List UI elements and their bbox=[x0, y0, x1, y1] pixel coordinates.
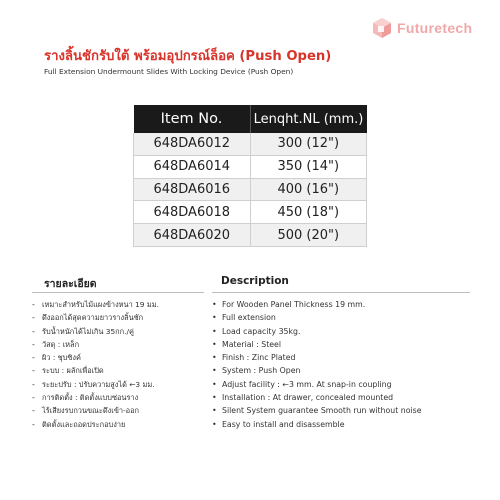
list-item bbox=[212, 325, 492, 338]
bullet: - bbox=[32, 353, 35, 363]
list-item bbox=[32, 418, 210, 431]
description-list bbox=[212, 298, 492, 431]
item-no-cell: 648DA6014 bbox=[134, 155, 251, 178]
list-item-text: Finish : Zinc Plated bbox=[222, 353, 296, 363]
bullet: • bbox=[212, 419, 217, 429]
list-item bbox=[32, 325, 210, 338]
description-heading: Description bbox=[221, 275, 289, 287]
list-item-text: ระยะปรับ : ปรับความสูงได้ ←3 มม. bbox=[42, 379, 155, 389]
list-item bbox=[212, 351, 492, 364]
bullet: • bbox=[212, 313, 217, 323]
divider-left bbox=[32, 292, 204, 293]
list-item bbox=[212, 298, 492, 311]
list-item-text: ดึงออกได้สุดความยาวรางลิ้นชัก bbox=[42, 313, 144, 323]
brand-logo bbox=[371, 17, 472, 39]
list-item bbox=[32, 338, 210, 351]
list-item bbox=[32, 378, 210, 391]
header-length: Lenqht.NL (mm.) bbox=[250, 105, 367, 133]
cube-logo-icon bbox=[371, 17, 393, 39]
list-item bbox=[32, 311, 210, 324]
list-item-text: Full extension bbox=[222, 313, 276, 323]
list-item-text: Material : Steel bbox=[222, 339, 282, 349]
length-cell: 350 (14") bbox=[250, 155, 367, 178]
list-item bbox=[212, 391, 492, 404]
item-no-cell: 648DA6018 bbox=[134, 201, 251, 224]
bullet: - bbox=[32, 313, 35, 323]
list-item-text: เหมาะสำหรับไม้แผงข้างหนา 19 มม. bbox=[42, 300, 159, 309]
spec-table bbox=[133, 105, 367, 247]
page-subtitle-english: Full Extension Undermount Slides With Locking Device (Push Open) bbox=[44, 67, 294, 76]
list-item bbox=[32, 298, 210, 311]
divider-right bbox=[212, 292, 470, 293]
list-item bbox=[32, 404, 210, 417]
bullet: - bbox=[32, 326, 35, 336]
table-row bbox=[134, 201, 367, 224]
bullet: • bbox=[212, 406, 217, 416]
list-item bbox=[212, 404, 492, 417]
list-item-text: Installation : At drawer, concealed mounted bbox=[222, 393, 394, 403]
list-item-text: การติดตั้ง : ติดตั้งแบบซ่อนราง bbox=[42, 393, 139, 403]
bullet: • bbox=[212, 393, 217, 403]
page-title-thai: รางลิ้นชักรับใต้ พร้อมอุปกรณ์ล็อค (Push Open) bbox=[44, 49, 332, 64]
details-list-thai bbox=[32, 298, 210, 431]
bullet: • bbox=[212, 353, 217, 363]
list-item-text: Easy to install and disassemble bbox=[222, 419, 345, 429]
list-item bbox=[32, 351, 210, 364]
bullet: - bbox=[32, 393, 35, 403]
list-item-text: ระบบ : ผลักเพื่อเปิด bbox=[42, 366, 104, 376]
item-no-cell: 648DA6012 bbox=[134, 133, 251, 155]
list-item-text: ติดตั้งและถอดประกอบง่าย bbox=[42, 419, 126, 429]
bullet: • bbox=[212, 366, 217, 376]
item-no-cell: 648DA6020 bbox=[134, 224, 251, 247]
bullet: - bbox=[32, 339, 35, 349]
bullet: - bbox=[32, 419, 35, 429]
bullet: • bbox=[212, 379, 217, 389]
brand-name: Futuretech bbox=[397, 20, 473, 36]
list-item bbox=[212, 364, 492, 377]
length-cell: 450 (18") bbox=[250, 201, 367, 224]
length-cell: 400 (16") bbox=[250, 178, 367, 201]
list-item-text: วัสดุ : เหล็ก bbox=[42, 339, 80, 349]
list-item bbox=[32, 391, 210, 404]
list-item-text: ผิว : ชุบซิงค์ bbox=[42, 353, 81, 363]
list-item-text: System : Push Open bbox=[222, 366, 301, 376]
table-row bbox=[134, 155, 367, 178]
details-heading-thai: รายละเอียด bbox=[44, 278, 97, 290]
table-row bbox=[134, 133, 367, 155]
list-item bbox=[212, 418, 492, 431]
list-item bbox=[212, 338, 492, 351]
bullet: - bbox=[32, 406, 35, 416]
list-item-text: Load capacity 35kg. bbox=[222, 326, 301, 336]
list-item bbox=[212, 378, 492, 391]
length-cell: 300 (12") bbox=[250, 133, 367, 155]
bullet: - bbox=[32, 366, 35, 376]
list-item-text: ไร้เสียงรบกวนขณะดึงเข้า-ออก bbox=[42, 406, 140, 416]
bullet: - bbox=[32, 300, 35, 309]
length-cell: 500 (20") bbox=[250, 224, 367, 247]
table-row bbox=[134, 178, 367, 201]
list-item-text: รับน้ำหนักได้ไม่เกิน 35กก./คู่ bbox=[42, 326, 134, 336]
bullet: • bbox=[212, 326, 217, 336]
list-item-text: For Wooden Panel Thickness 19 mm. bbox=[222, 300, 366, 309]
header-item-no: Item No. bbox=[134, 105, 251, 133]
item-no-cell: 648DA6016 bbox=[134, 178, 251, 201]
spec-table-header-row bbox=[134, 105, 367, 133]
list-item-text: Adjust facility : ←3 mm. At snap-in coupling bbox=[222, 379, 392, 389]
bullet: • bbox=[212, 300, 217, 309]
table-row bbox=[134, 224, 367, 247]
list-item bbox=[32, 364, 210, 377]
list-item-text: Silent System guarantee Smooth run without noise bbox=[222, 406, 422, 416]
bullet: - bbox=[32, 379, 35, 389]
list-item bbox=[212, 311, 492, 324]
bullet: • bbox=[212, 339, 217, 349]
